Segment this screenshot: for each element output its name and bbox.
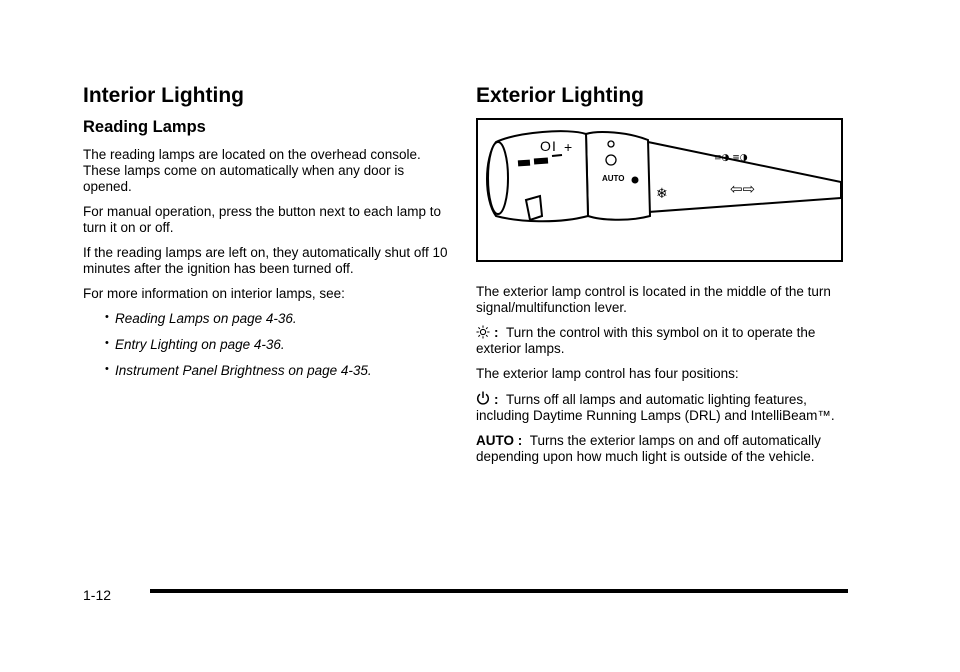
auto-position-label: AUTO : [476, 433, 523, 448]
diagram-auto-label: AUTO [602, 174, 625, 183]
link-instrument-panel-brightness[interactable]: • Instrument Panel Brightness on page 4-35. [83, 363, 453, 379]
off-position-item [476, 391, 856, 424]
off-position-label: : [494, 392, 499, 407]
exterior-lamp-label: : [494, 325, 499, 340]
auto-position-text: Turns the exterior lamps on and off automatically depending upon how much light is outside of the vehicle. [476, 433, 821, 464]
reading-lamps-para-4: For more information on interior lamps, see: [83, 286, 345, 301]
reading-lamps-para-1: The reading lamps are located on the overhead console. These lamps come on automatically when any door is opened. [83, 147, 421, 194]
interior-lighting-section [83, 84, 453, 389]
reading-lamps-para-2: For manual operation, press the button next to each lamp to turn it on or off. [83, 204, 441, 235]
lamp-control-lever-diagram [476, 118, 843, 262]
footer-rule [150, 589, 848, 593]
fog-lamp-icon: ❄ [656, 186, 668, 202]
svg-text:O: O [540, 138, 551, 154]
link-reading-lamps[interactable]: • Reading Lamps on page 4-36. [83, 311, 453, 327]
exterior-lamp-text: Turn the control with this symbol on it to operate the exterior lamps. [476, 325, 816, 356]
high-beam-icon: ≡◑ ≡◑ [714, 153, 748, 163]
off-position-text: Turns off all lamps and automatic lighting features, including Daytime Running Lamps (DRL) and IntelliBeam™. [476, 392, 835, 423]
auto-position-item [476, 433, 856, 465]
interior-heading: Interior Lighting [83, 84, 244, 107]
exterior-lamp-icon [476, 325, 490, 339]
lever-illustration [478, 120, 841, 260]
exterior-lamp-item [476, 325, 856, 357]
interior-reference-list [83, 311, 453, 379]
turn-signal-arrows-icon: ⇦⇨ [730, 180, 756, 198]
exterior-lighting-section [476, 84, 856, 474]
reading-lamps-subheading: Reading Lamps [83, 118, 206, 136]
exterior-para-1: The exterior lamp control is located in the middle of the turn signal/multifunction lever. [476, 284, 831, 315]
power-off-icon [476, 391, 490, 406]
exterior-heading: Exterior Lighting [476, 84, 644, 107]
svg-text:I: I [552, 138, 556, 154]
link-entry-lighting[interactable]: • Entry Lighting on page 4-36. [83, 337, 453, 353]
reading-lamps-para-3: If the reading lamps are left on, they automatically shut off 10 minutes after the ignition has been turned off. [83, 245, 448, 276]
page-number: 1-12 [83, 587, 112, 603]
exterior-para-2: The exterior lamp control has four positions: [476, 366, 739, 381]
svg-text:+: + [564, 139, 573, 155]
